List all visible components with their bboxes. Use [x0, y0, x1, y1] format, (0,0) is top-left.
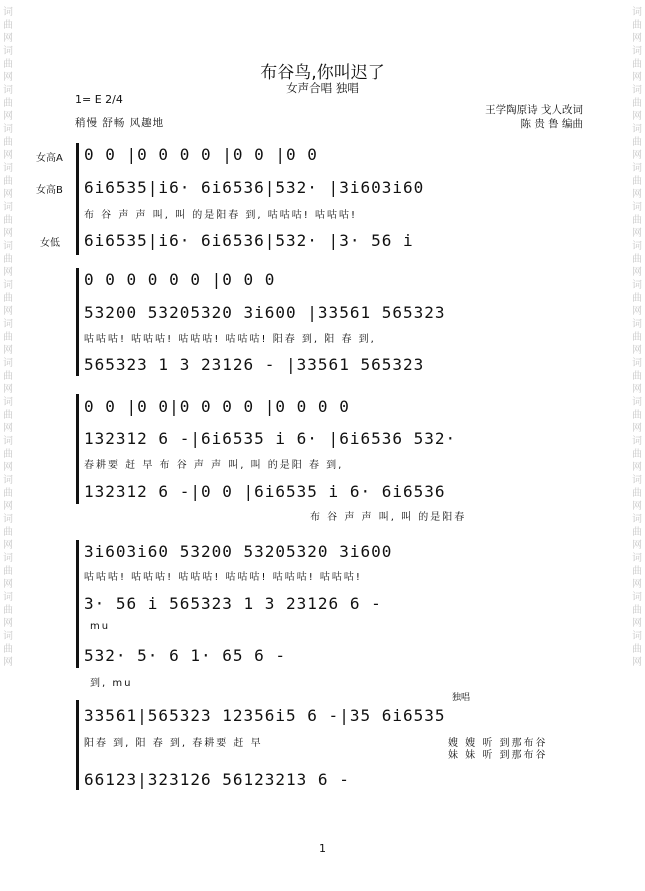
- watermark-glyph: 词: [632, 631, 642, 642]
- watermark-glyph: 网: [632, 618, 642, 629]
- watermark-glyph: 网: [632, 540, 642, 551]
- score-row: 66123|323126 56123213 6 -: [84, 770, 350, 789]
- watermark-glyph: 网: [632, 228, 642, 239]
- watermark-right: [630, 0, 644, 891]
- watermark-glyph: 曲: [632, 137, 642, 148]
- watermark-glyph: 词: [3, 553, 13, 564]
- score-row: 3i603i60 53200 53205320 3i600: [84, 542, 393, 561]
- score-row: 565323 1 3 23126 - |33561 565323: [84, 355, 425, 374]
- watermark-glyph: 词: [632, 85, 642, 96]
- watermark-glyph: 词: [632, 7, 642, 18]
- solo-marking: 独唱: [452, 693, 471, 703]
- watermark-glyph: 曲: [3, 332, 13, 343]
- lyrics-row: 阳春 到, 阳 春 到, 春耕要 赶 早: [84, 738, 263, 749]
- watermark-glyph: 曲: [3, 371, 13, 382]
- system-bracket: [76, 700, 79, 790]
- score-row: 33561|565323 12356i5 6 -|35 6i6535: [84, 706, 446, 725]
- lyrics-row: 到, mu: [90, 678, 133, 689]
- lyrics-row: 春耕要 赶 早 布 谷 声 声 叫, 叫 的是阳 春 到,: [84, 460, 344, 471]
- watermark-glyph: 曲: [632, 293, 642, 304]
- watermark-glyph: 网: [632, 462, 642, 473]
- watermark-glyph: 网: [632, 306, 642, 317]
- watermark-glyph: 词: [632, 475, 642, 486]
- watermark-glyph: 曲: [3, 644, 13, 655]
- score-row: 6i6535|i6· 6i6536|532· |3· 56 i: [84, 231, 414, 250]
- watermark-glyph: 网: [3, 189, 13, 200]
- tempo-marking: 稍慢 舒畅 风趣地: [75, 117, 165, 129]
- watermark-glyph: 曲: [632, 644, 642, 655]
- watermark-glyph: 词: [632, 124, 642, 135]
- watermark-glyph: 曲: [632, 449, 642, 460]
- watermark-glyph: 词: [632, 592, 642, 603]
- lyrics-row: 咕咕咕! 咕咕咕! 咕咕咕! 咕咕咕! 咕咕咕! 咕咕咕!: [84, 572, 362, 583]
- watermark-glyph: 词: [3, 436, 13, 447]
- watermark-glyph: 词: [3, 163, 13, 174]
- watermark-glyph: 词: [632, 436, 642, 447]
- lyrics-row: mu: [90, 621, 111, 632]
- watermark-glyph: 网: [3, 501, 13, 512]
- watermark-glyph: 曲: [3, 215, 13, 226]
- watermark-glyph: 曲: [632, 254, 642, 265]
- system-bracket: [76, 143, 79, 255]
- watermark-glyph: 词: [3, 475, 13, 486]
- lyrics-row: 嫂 嫂 听 到那布谷: [448, 738, 548, 749]
- watermark-glyph: 网: [3, 72, 13, 83]
- watermark-glyph: 网: [3, 345, 13, 356]
- score-row: 0 0 |0 0|0 0 0 0 |0 0 0 0: [84, 397, 350, 416]
- credit-lyrics: 王学陶原诗 戈人改词: [485, 104, 583, 116]
- credit-arranger: 陈 贵 鲁 编曲: [520, 118, 583, 130]
- watermark-glyph: 词: [632, 202, 642, 213]
- page-number: 1: [319, 842, 326, 855]
- watermark-glyph: 网: [632, 267, 642, 278]
- lyrics-row: 布 谷 声 声 叫, 叫 的是阳春: [310, 512, 467, 523]
- watermark-glyph: 词: [632, 280, 642, 291]
- watermark-glyph: 曲: [3, 98, 13, 109]
- watermark-glyph: 网: [632, 72, 642, 83]
- watermark-glyph: 网: [632, 501, 642, 512]
- watermark-glyph: 曲: [3, 449, 13, 460]
- watermark-glyph: 词: [3, 85, 13, 96]
- part-label-a: 女高A: [36, 153, 63, 164]
- watermark-glyph: 网: [3, 111, 13, 122]
- watermark-glyph: 词: [3, 397, 13, 408]
- watermark-glyph: 曲: [3, 59, 13, 70]
- score-row: 3· 56 i 565323 1 3 23126 6 -: [84, 594, 382, 613]
- watermark-glyph: 词: [3, 7, 13, 18]
- score-row: 0 0 |0 0 0 0 |0 0 |0 0: [84, 145, 318, 164]
- watermark-glyph: 网: [3, 462, 13, 473]
- watermark-glyph: 词: [632, 319, 642, 330]
- score-row: 532· 5· 6 1· 65 6 -: [84, 646, 287, 665]
- watermark-glyph: 曲: [632, 215, 642, 226]
- watermark-glyph: 词: [3, 124, 13, 135]
- watermark-glyph: 网: [632, 111, 642, 122]
- system-bracket: [76, 540, 79, 668]
- watermark-glyph: 网: [3, 150, 13, 161]
- system-bracket: [76, 268, 79, 376]
- watermark-glyph: 曲: [3, 488, 13, 499]
- watermark-glyph: 曲: [632, 371, 642, 382]
- watermark-glyph: 词: [3, 358, 13, 369]
- watermark-glyph: 网: [632, 657, 642, 668]
- watermark-glyph: 词: [3, 280, 13, 291]
- watermark-glyph: 网: [3, 540, 13, 551]
- watermark-glyph: 词: [3, 202, 13, 213]
- watermark-glyph: 网: [3, 33, 13, 44]
- watermark-glyph: 网: [632, 579, 642, 590]
- watermark-glyph: 词: [632, 514, 642, 525]
- score-row: 6i6535|i6· 6i6536|532· |3i603i60: [84, 178, 425, 197]
- watermark-glyph: 曲: [3, 137, 13, 148]
- song-title: 布谷鸟,你叫迟了: [260, 63, 385, 83]
- key-signature: 1= E 2/4: [75, 93, 123, 106]
- watermark-glyph: 词: [3, 319, 13, 330]
- watermark-glyph: 网: [3, 657, 13, 668]
- watermark-glyph: 曲: [632, 20, 642, 31]
- watermark-glyph: 曲: [632, 176, 642, 187]
- watermark-glyph: 曲: [3, 566, 13, 577]
- watermark-glyph: 曲: [632, 410, 642, 421]
- watermark-glyph: 曲: [3, 293, 13, 304]
- watermark-glyph: 曲: [632, 488, 642, 499]
- score-row: 0 0 0 0 0 0 |0 0 0: [84, 270, 276, 289]
- watermark-glyph: 网: [3, 579, 13, 590]
- watermark-left: [1, 0, 15, 891]
- watermark-glyph: 词: [632, 163, 642, 174]
- watermark-glyph: 曲: [3, 176, 13, 187]
- lyrics-row: 布 谷 声 声 叫, 叫 的是阳春 到, 咕咕咕! 咕咕咕!: [84, 210, 357, 221]
- watermark-glyph: 网: [3, 228, 13, 239]
- watermark-glyph: 词: [632, 397, 642, 408]
- watermark-glyph: 词: [632, 358, 642, 369]
- watermark-glyph: 网: [3, 384, 13, 395]
- watermark-glyph: 网: [632, 384, 642, 395]
- watermark-glyph: 词: [632, 241, 642, 252]
- watermark-glyph: 曲: [3, 527, 13, 538]
- score-row: 132312 6 -|6i6535 i 6· |6i6536 532·: [84, 429, 457, 448]
- lyrics-row: 妹 妹 听 到那布谷: [448, 750, 548, 761]
- watermark-glyph: 曲: [632, 332, 642, 343]
- watermark-glyph: 曲: [632, 59, 642, 70]
- watermark-glyph: 曲: [3, 605, 13, 616]
- part-label-b: 女高B: [36, 185, 63, 196]
- watermark-glyph: 网: [3, 618, 13, 629]
- system-bracket: [76, 394, 79, 504]
- watermark-glyph: 曲: [632, 527, 642, 538]
- watermark-glyph: 词: [3, 241, 13, 252]
- watermark-glyph: 网: [3, 267, 13, 278]
- watermark-glyph: 曲: [3, 20, 13, 31]
- lyrics-row: 咕咕咕! 咕咕咕! 咕咕咕! 咕咕咕! 阳春 到, 阳 春 到,: [84, 334, 376, 345]
- watermark-glyph: 词: [3, 514, 13, 525]
- watermark-glyph: 曲: [632, 98, 642, 109]
- watermark-glyph: 网: [632, 33, 642, 44]
- watermark-glyph: 网: [3, 423, 13, 434]
- song-subtitle: 女声合唱 独唱: [286, 81, 359, 95]
- watermark-glyph: 网: [632, 150, 642, 161]
- watermark-glyph: 网: [632, 189, 642, 200]
- score-row: 53200 53205320 3i600 |33561 565323: [84, 303, 446, 322]
- watermark-glyph: 网: [632, 423, 642, 434]
- watermark-glyph: 词: [3, 46, 13, 57]
- watermark-glyph: 曲: [632, 605, 642, 616]
- watermark-glyph: 网: [3, 306, 13, 317]
- watermark-glyph: 曲: [3, 410, 13, 421]
- watermark-glyph: 词: [632, 46, 642, 57]
- score-row: 132312 6 -|0 0 |6i6535 i 6· 6i6536: [84, 482, 446, 501]
- watermark-glyph: 曲: [632, 566, 642, 577]
- watermark-glyph: 曲: [3, 254, 13, 265]
- watermark-glyph: 词: [632, 553, 642, 564]
- watermark-glyph: 网: [632, 345, 642, 356]
- watermark-glyph: 词: [3, 592, 13, 603]
- part-label-alto: 女低: [40, 238, 60, 249]
- watermark-glyph: 词: [3, 631, 13, 642]
